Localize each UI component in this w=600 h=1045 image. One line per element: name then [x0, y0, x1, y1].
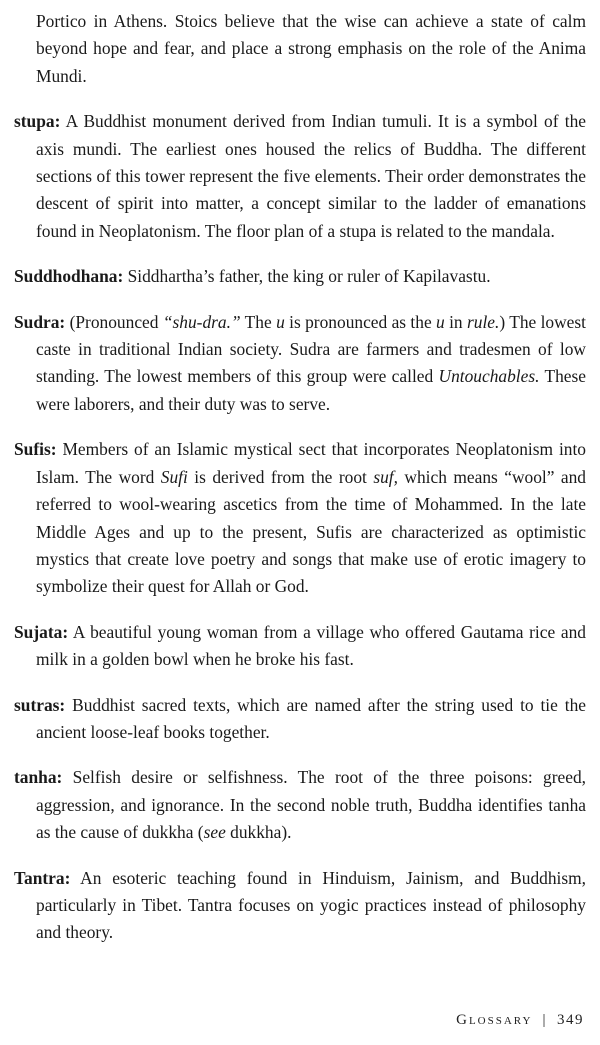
glossary-term: stupa: [14, 111, 61, 132]
glossary-entry [14, 108, 586, 245]
glossary-entry [14, 309, 586, 419]
definition-text: The [240, 311, 277, 332]
definition-text: is pronounced as the [284, 311, 437, 332]
definition-text: A beautiful young woman from a village who offered Gautama rice and milk in a golden bowl when he broke his fast. [36, 621, 586, 670]
definition-text: ) The lowest caste in traditional Indian society. Sudra are farmers and tradesmen of low standing. The lowest members of this group were called [36, 311, 586, 387]
glossary-term: Tantra: [14, 867, 71, 888]
continued-entry-text: Portico in Athens. Stoics believe that the wise can achieve a state of calm beyond hope and fear, and place a strong emphasis on the role of the Anima Mundi. [36, 11, 586, 86]
glossary-entry [14, 619, 586, 674]
definition-italic-text: “shu-dra.” [162, 311, 241, 332]
definition-text: in [444, 311, 467, 332]
glossary-term: Sujata: [14, 621, 69, 642]
definition-text: Siddhartha’s father, the king or ruler of Kapilavastu. [123, 266, 491, 287]
definition-text: Buddhist sacred texts, which are named after the string used to tie the ancient loose-leaf books together. [36, 694, 586, 742]
definition-text: dukkha). [225, 822, 292, 843]
definition-italic-text: Sufi [160, 466, 188, 487]
definition-text: is derived from the root [187, 466, 374, 487]
glossary-entry [14, 865, 586, 947]
glossary-entry [14, 263, 586, 290]
definition-italic-text: see [203, 822, 226, 843]
definition-text: Selfish desire or selfishness. The root of the three poisons: greed, aggression, and ignorance. In the second noble truth, Buddha identifies tanha as the cause of dukkha ( [36, 767, 586, 843]
definition-italic-text: u [436, 311, 445, 332]
glossary-term: Suddhodhana: [14, 266, 124, 287]
page-footer [456, 1012, 584, 1029]
definition-text: A Buddhist monument derived from Indian tumuli. It is a symbol of the axis mundi. The earliest ones housed the relics of Buddha. The different sections of this tower represent the five elements. Their order demonstrates the descent of spirit into matter, a concept similar to the ladder of emanations found in Neoplatonism. The floor plan of a stupa is related to the mandala. [36, 111, 586, 241]
definition-text: which means “wool” and referred to wool-wearing ascetics from the time of Mohammed. In the late Middle Ages and up to the present, Sufis are characterized as optimistic mystics that create love poetry and songs that make use of erotic imagery to symbolize their quest for Allah or God. [36, 466, 586, 597]
definition-text: Members of an Islamic mystical sect that incorporates Neoplatonism into Islam. The word [36, 439, 586, 487]
definition-italic-text: suf, [373, 466, 398, 487]
glossary-entry [14, 764, 586, 846]
glossary-entries [14, 108, 586, 947]
page-number: 349 [557, 1012, 584, 1028]
glossary-term: Sudra: [14, 311, 66, 332]
footer-separator: | [542, 1012, 547, 1028]
definition-italic-text: u [276, 311, 285, 332]
definition-text: (Pronounced [65, 311, 163, 332]
glossary-entry [14, 436, 586, 600]
glossary-term: sutras: [14, 694, 66, 715]
definition-text: These were laborers, and their duty was to serve. [36, 366, 586, 414]
definition-italic-text: Untouchables. [438, 366, 540, 387]
glossary-entry [14, 692, 586, 747]
glossary-term: tanha: [14, 767, 63, 788]
running-footer-section: Glossary [456, 1012, 533, 1028]
definition-text: An esoteric teaching found in Hinduism, Jainism, and Buddhism, particularly in Tibet. Tantra focuses on yogic practices instead of philosophy and theory. [36, 867, 586, 943]
glossary-page [14, 8, 586, 965]
glossary-term: Sufis: [14, 439, 57, 460]
definition-italic-text: rule. [466, 311, 500, 332]
